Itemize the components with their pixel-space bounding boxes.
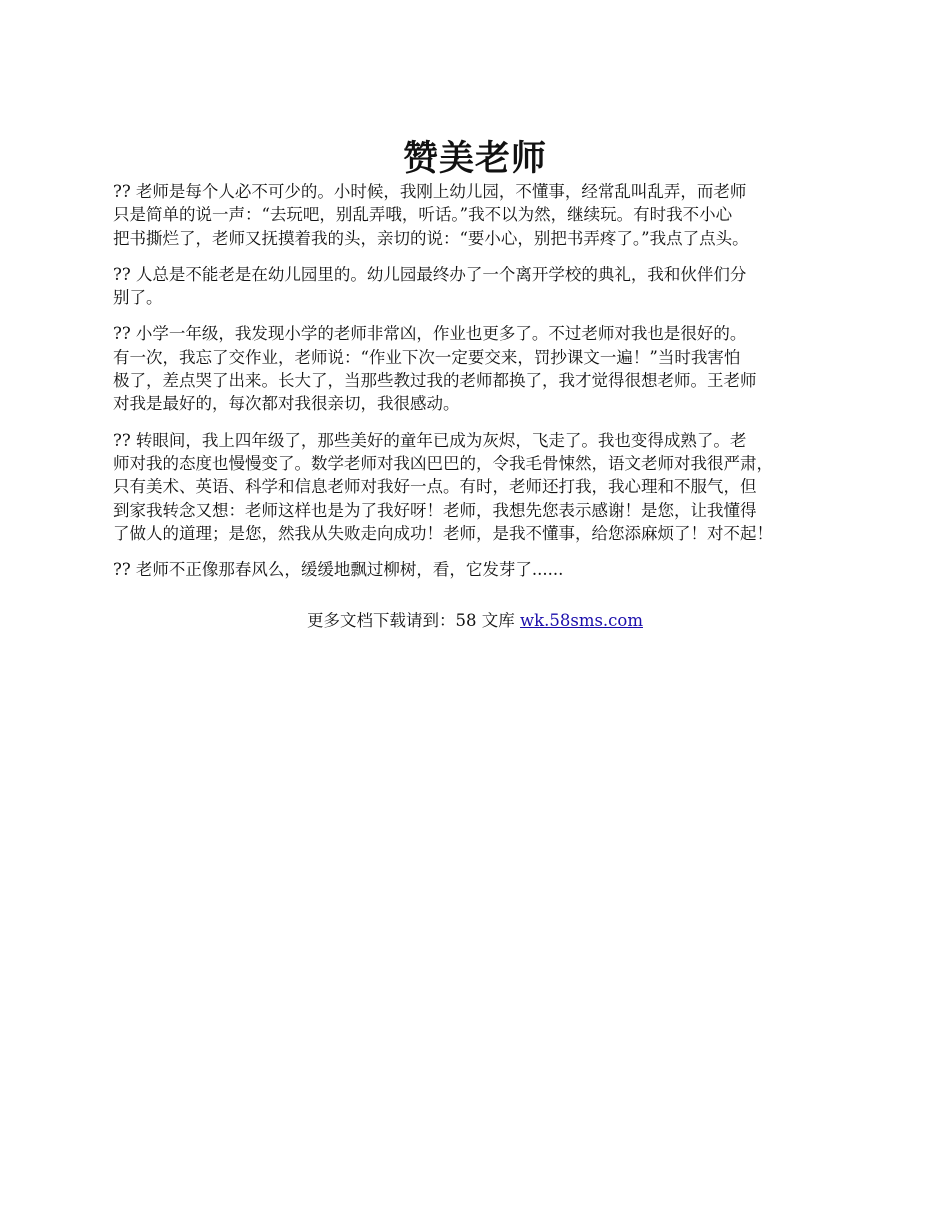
paragraph-line: 只有美术、英语、科学和信息老师对我好一点。有时，老师还打我，我心理和不服气，但 xyxy=(113,477,757,497)
paragraph-line: ?? 老师是每个人必不可少的。小时候，我刚上幼儿园，不懂事，经常乱叫乱弄，而老师 xyxy=(113,182,747,201)
paragraph-line: 把书撕烂了，老师又抚摸着我的头，亲切的说：“要小心，别把书弄疼了。”我点了点头。 xyxy=(113,228,749,248)
paragraph-1 xyxy=(113,180,853,250)
paragraph-3 xyxy=(113,322,853,415)
document-title: 赞美老师 xyxy=(402,138,547,180)
paragraph-line: 对我是最好的，每次都对我很亲切，我很感动。 xyxy=(113,394,460,414)
paragraph-line: 有一次，我忘了交作业，老师说：“作业下次一定要交来，罚抄课文一遍！”当时我害怕 xyxy=(113,347,741,367)
document-body xyxy=(113,180,853,594)
paragraph-line: 到家我转念又想：老师这样也是为了我好呀！老师，我想先您表示感谢！是您，让我懂得 xyxy=(113,500,757,520)
paragraph-line: 别了。 xyxy=(113,288,163,308)
paragraph-2 xyxy=(113,263,853,310)
footer-text: 更多文档下载请到：58 文库 xyxy=(306,611,520,630)
paragraph-line: ?? 小学一年级，我发现小学的老师非常凶，作业也更多了。不过老师对我也是很好的。 xyxy=(113,324,747,344)
download-footer xyxy=(0,609,950,633)
paragraph-5 xyxy=(113,558,853,581)
paragraph-line: ?? 老师不正像那春风么，缓缓地飘过柳树，看，它发芽了...... xyxy=(113,560,564,580)
paragraph-line: ?? 转眼间，我上四年级了，那些美好的童年已成为灰烬，飞走了。我也变得成熟了。老 xyxy=(113,430,747,450)
paragraph-line: 极了，差点哭了出来。长大了，当那些教过我的老师都换了，我才觉得很想老师。王老师 xyxy=(113,371,757,391)
paragraph-line: ?? 人总是不能老是在幼儿园里的。幼儿园最终办了一个离开学校的典礼，我和伙伴们分 xyxy=(113,264,747,284)
paragraph-line: 只是简单的说一声：“去玩吧，别乱弄哦，听话。”我不以为然，继续玩。有时我不小心 xyxy=(113,205,733,225)
paragraph-4 xyxy=(113,429,853,545)
paragraph-line: 师对我的态度也慢慢变了。数学老师对我凶巴巴的，令我毛骨悚然，语文老师对我很严肃， xyxy=(113,453,773,473)
paragraph-line: 了做人的道理；是您，然我从失败走向成功！老师，是我不懂事，给您添麻烦了！对不起！ xyxy=(113,523,773,543)
footer-link[interactable]: wk.58sms.com xyxy=(519,611,643,630)
